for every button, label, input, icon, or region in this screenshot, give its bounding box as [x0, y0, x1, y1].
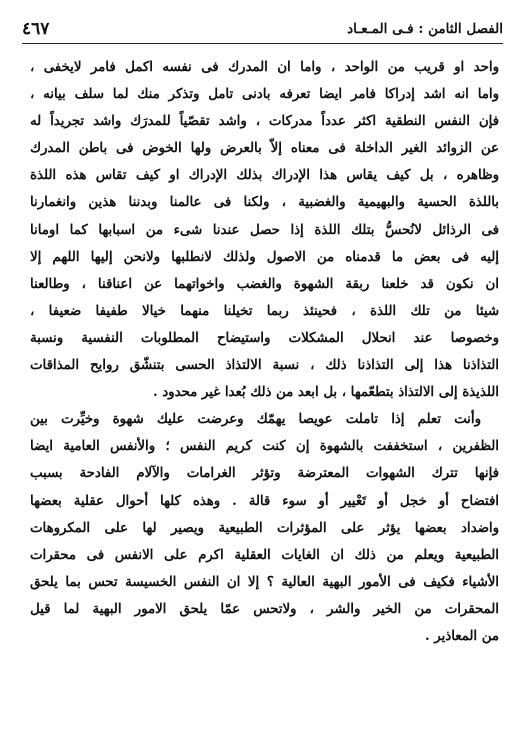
header-rule	[22, 43, 503, 44]
text-line: واما انه اشد إدراكا فامر ايضا تعرفه بادنى تامل وتذكر منك لما سلف بيانه ،	[30, 87, 499, 103]
text-line: وظاهره ، بل كيف يقاس هذا الإدراك بذلك الإدراك او كيف تقاس هذه اللذة	[30, 168, 499, 184]
body-text	[30, 54, 499, 650]
text-line: فى الرذائل لانُحسُّ بتلك اللذة إذا حصل عندنا شىء من اسبابها كما اومانا	[30, 222, 499, 238]
text-line: شيئا من تلك اللذة ، فحينئذ ربما تخيلنا منهما خيالا طفيفا ضعيفا ،	[30, 303, 499, 319]
text-line: الأشياء فكيف فى الأمور البهية العالية ؟ إلا ان النفس الخسيسة تحس بما يلحق	[30, 574, 499, 590]
page-number: ٤٦٧	[22, 19, 50, 39]
text-line: التذاذنا هذا إلى التذاذنا ذلك ، نسبة الالتذاذ الحسى بتنشّق روايح المذاقات	[30, 358, 499, 374]
text-line: الظفرين ، استخففت بالشهوة إن كنت كريم النفس ؛ والأنفس العامية ايضا	[30, 439, 499, 455]
paragraph-start-line: وأنت تعلم إذا تاملت عويصا يهمّك وعرضت عليك شهوة وخيِّرت بين	[30, 412, 481, 428]
paragraph-end-line: اللذيذة إلى الالتذاذ بتطعّمها ، بل ابعد من ذلك بُعدا غير محدود .	[152, 385, 499, 401]
text-line: إليه فى بعض ما قدمناه من الاصول ولذلك لانطلبها ولانحن إليها اللهم إلا	[30, 249, 499, 265]
text-line: واحد او قريب من الواحد ، واما ان المدرك فى نفسه اكمل فامر لايخفى ،	[30, 60, 499, 75]
text-line: ان نكون قد خلعنا ربقة الشهوة والغضب واخواتهما عن اعناقنا ، وطالعنا	[30, 276, 499, 292]
text-line: المحقرات من الخير والشر ، ولاتحس عمّا يلحق الامور البهية لما قيل	[30, 601, 499, 617]
text-line: وخصوصا عند انحلال المشكلات واستيضاح المطلوبات النفسية ونسبة	[30, 330, 499, 346]
text-line: افتضاح أو خجل أو تَعْيير أو سوء قالة . وهذه كلها أحوال عقلية بعضها	[30, 493, 499, 509]
paragraph-end-line: من المعاذير .	[425, 628, 499, 644]
chapter-title: الفصل الثامن : فـى المـعـاد	[347, 21, 503, 37]
text-line: عن الزوائد الغير الداخلة فى معناه إلاّ بالعرض ولها الخوض فى باطن المدرك	[30, 141, 499, 157]
text-line: فإن النفس النطقية اكثر عدداً مدركات ، واشد تقصّياً للمدرَك واشد تجريداً له	[30, 114, 499, 130]
text-line: الطبيعية ويعلم من ذلك ان الغايات العقلية اكرم على الانفس فى محقرات	[30, 547, 499, 563]
text-line: فإنها تترك الشهوات المعترضة وتؤثر الغرامات والآلام الفادحة بسبب	[30, 466, 499, 482]
text-line: واضداد بعضها يؤثر على المؤثرات الطبيعية ويصير لها على المكروهات	[30, 520, 499, 536]
text-line: باللذة الحسية والبهيمية والغضبية ، ولكنا فى عالمنا وبدننا هذين وانغمارنا	[30, 195, 499, 211]
page-header	[22, 16, 503, 42]
